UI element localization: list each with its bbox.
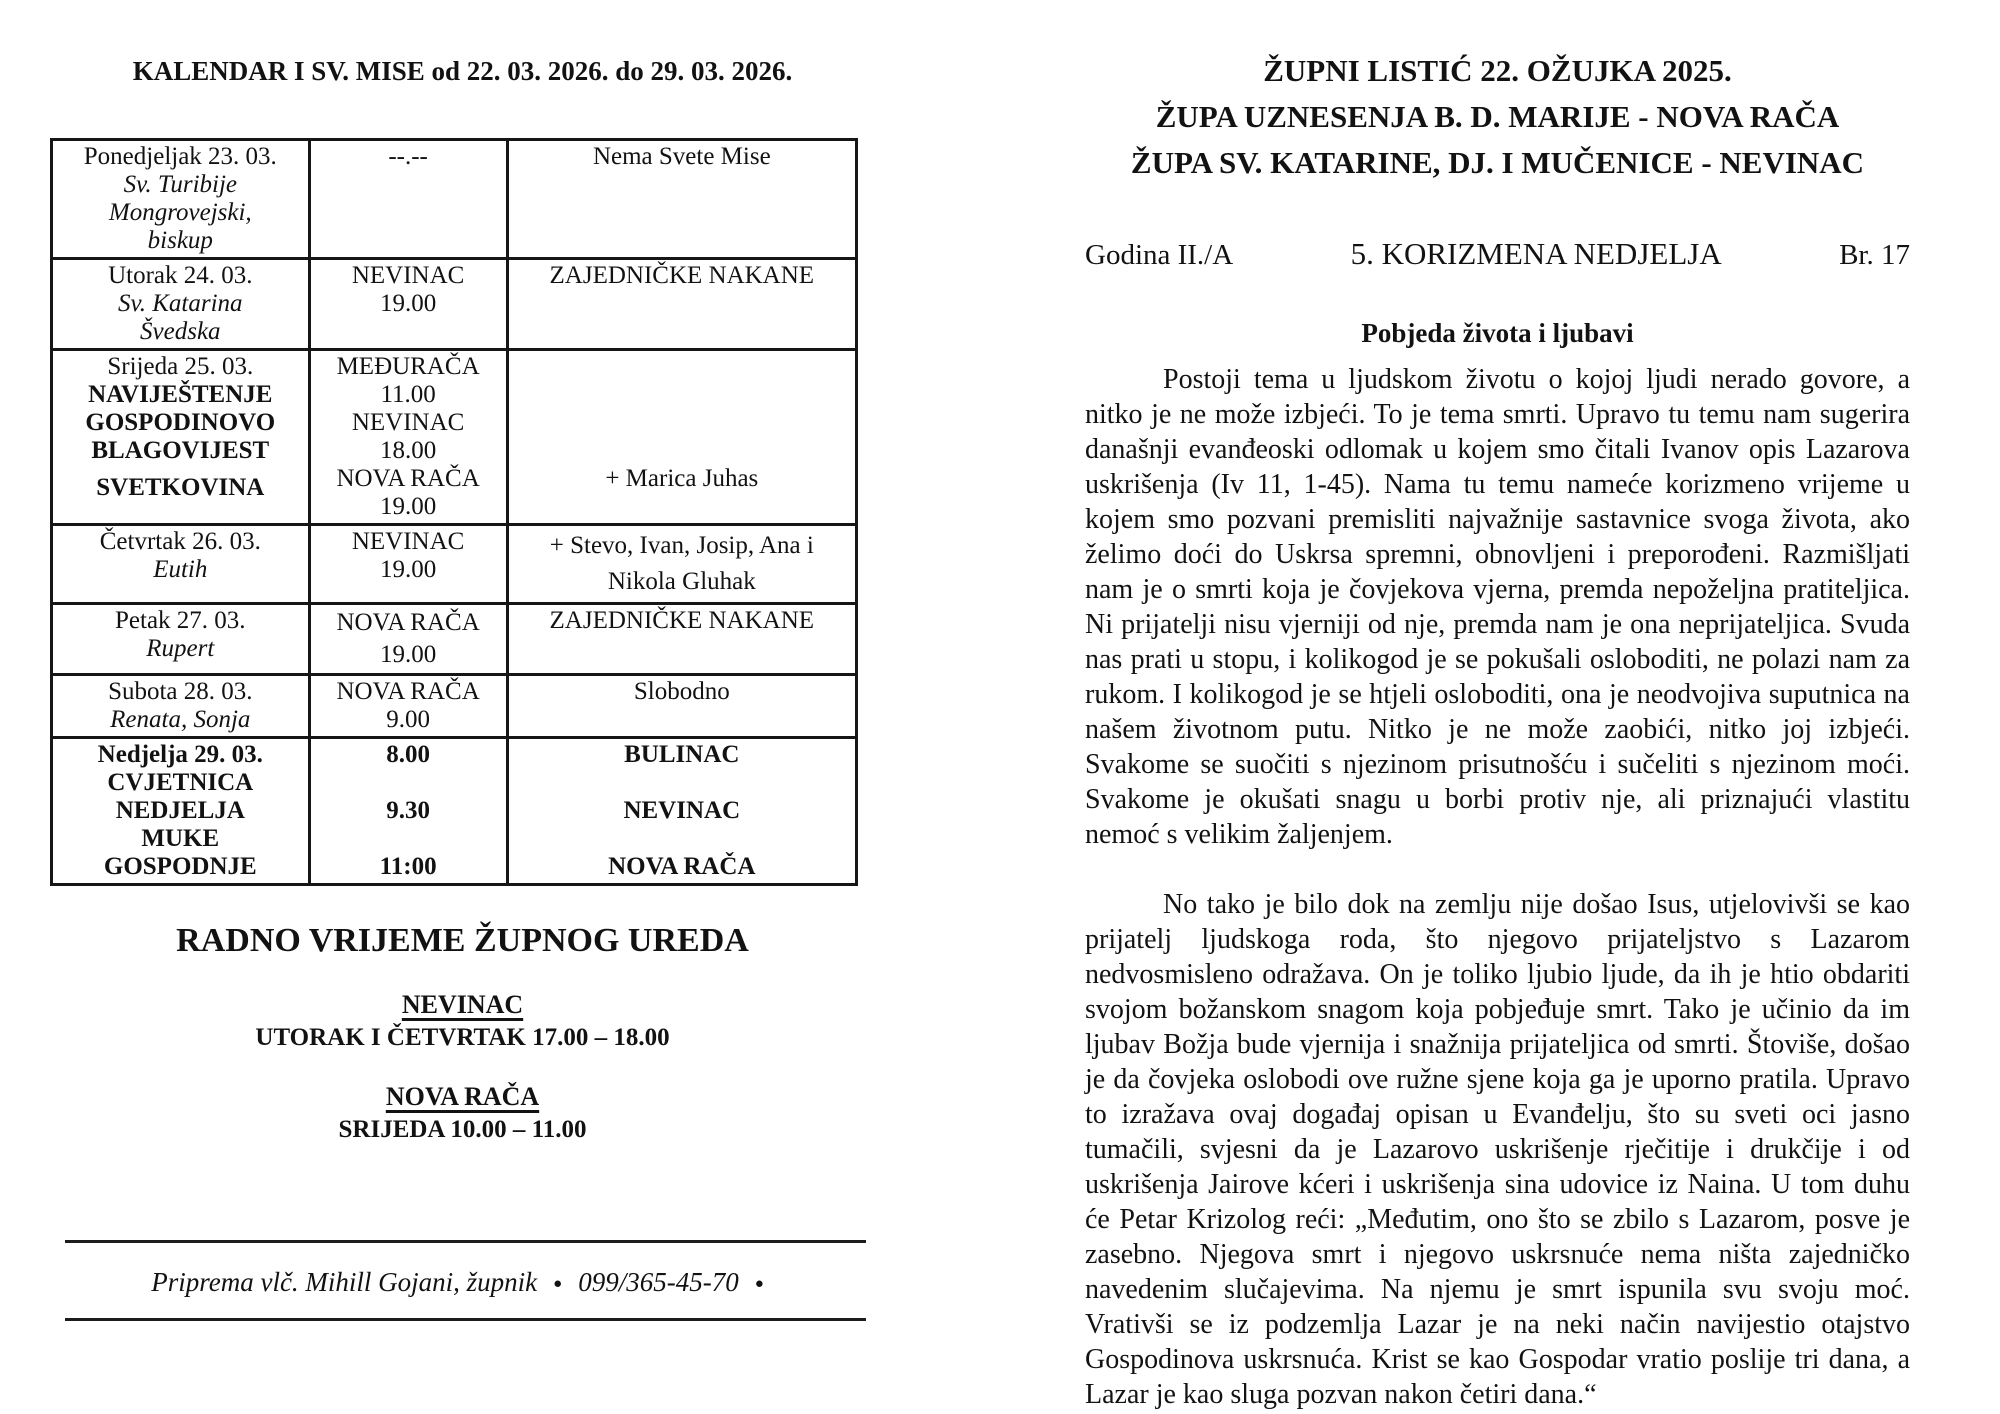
schedule-cell	[52, 350, 310, 525]
cell-line	[513, 437, 851, 465]
schedule-cell	[309, 140, 507, 259]
cell-line: Rupert	[146, 635, 215, 662]
cell-line: --.--	[388, 143, 428, 170]
cell-line: ZAJEDNIČKE NAKANE	[549, 607, 815, 634]
footer-phone: 099/365-45-70	[578, 1267, 739, 1297]
cell-line: Petak 27. 03.	[115, 607, 246, 634]
cell-line: MEĐURAČA	[336, 353, 480, 380]
schedule-cell	[507, 140, 856, 259]
cell-line: NEVINAC	[623, 797, 741, 824]
cell-line: GOSPODINOVO	[85, 409, 276, 436]
cell-line: 19.00	[379, 493, 437, 520]
cell-line: Mongrovejski,	[108, 199, 252, 226]
sunday-title: 5. KORIZMENA NEDJELJA	[1350, 236, 1722, 271]
article-paragraph-2: No tako je bilo dok na zemlju nije došao Isus, utjelovivši se kao prijatelj ljudskoga roda, što njegovo prijateljstvo s Lazarom nedvosmisleno odražava. On je toliko ljubio ljude, da ih je htio obdariti svojom božanskom snagom koja pobjeđuje smrt. Tako je učinio da im ljubav Božja bude vjernija i snažnija prijateljica od smrti. Štoviše, došao je da čovjeka oslobodi ove ružne sjene koja ga je uporno pratila. Upravo to izražava ovaj događaj opisan u Evanđelju, što su sveti oci jasno tumačili, svjesni da je Lazarovo uskrišenje rječitije i drukčije i od uskrišenja Jairove kćeri i uskrišenja sina udovice iz Naina. U tom duhu će Petar Krizolog reći: „Međutim, ono što se zbilo s Lazarom, posve je zasebno. Njegova smrt i njegovo uskrsnuće nema ništa zajedničko navedenim slučajevima. Na njemu je smrt ispunila svu svoju moć. Vrativši se iz podzemlja Lazar je na neki način navijestio otajstvo Gospodinova uskrsnuća. Krist se kao Gospodar vratio poslije tri dana, a Lazar je kao sluga pozvan nakon četiri dana.“	[1085, 889, 1910, 1410]
schedule-cell	[309, 604, 507, 675]
office-place-nevinac: NEVINAC	[401, 990, 524, 1019]
office-time-nova-raca: SRIJEDA 10.00 – 11.00	[338, 1116, 587, 1143]
cell-line: CVJETNICA	[107, 769, 254, 796]
schedule-row	[52, 525, 857, 604]
cell-line	[315, 769, 502, 797]
cell-line: Utorak 24. 03.	[108, 262, 253, 289]
schedule-cell	[507, 675, 856, 738]
masthead-line-1: ŽUPNI LISTIĆ 22. OŽUJKA 2025.	[1263, 53, 1732, 88]
cell-line: BLAGOVIJEST	[91, 437, 270, 464]
cell-line: 19.00	[379, 556, 437, 583]
schedule-cell	[52, 525, 310, 604]
masthead	[1085, 48, 1910, 186]
office-place-nova-raca: NOVA RAČA	[385, 1082, 540, 1111]
office-time-nevinac: UTORAK I ČETVRTAK 17.00 – 18.00	[255, 1024, 670, 1051]
cell-line: NOVA RAČA	[336, 609, 480, 636]
cell-line: 11:00	[379, 853, 437, 880]
schedule-cell	[507, 259, 856, 350]
schedule-cell	[309, 738, 507, 885]
cell-line: 19.00	[379, 641, 437, 668]
cell-line: NEVINAC	[351, 409, 465, 436]
cell-line	[513, 409, 851, 437]
article-heading: Pobjeda života i ljubavi	[1361, 318, 1634, 348]
cell-line	[513, 769, 851, 797]
cell-line: 8.00	[386, 741, 430, 768]
cell-line: NEVINAC	[351, 528, 465, 555]
cell-line: + Stevo, Ivan, Josip, Ana i	[549, 532, 814, 559]
cell-line: + Marica Juhas	[605, 465, 759, 492]
issue-number: Br. 17	[1839, 239, 1910, 271]
article-body	[1085, 362, 1910, 1414]
cell-line: NEDJELJA	[115, 797, 245, 824]
issue-meta-row	[1085, 236, 1910, 272]
cell-line: NOVA RAČA	[608, 853, 756, 880]
cell-line: Švedska	[140, 318, 221, 345]
cell-line: NEVINAC	[351, 262, 465, 289]
cell-line: biskup	[147, 227, 213, 254]
cell-line: 9.30	[386, 797, 430, 824]
cell-line: Nikola Gluhak	[607, 568, 756, 595]
schedule-cell	[52, 140, 310, 259]
footer-prepared-by: Priprema vlč. Mihill Gojani, župnik	[151, 1267, 538, 1297]
left-page	[40, 0, 885, 1414]
cell-line: 11.00	[380, 381, 436, 408]
cell-line: NAVIJEŠTENJE	[88, 381, 273, 408]
schedule-cell	[309, 675, 507, 738]
masthead-line-2: ŽUPA UZNESENJA B. D. MARIJE - NOVA RAČA	[1155, 99, 1840, 134]
schedule-row	[52, 604, 857, 675]
schedule-cell	[309, 350, 507, 525]
cell-line: Sv. Turibije	[123, 171, 238, 198]
cell-line: Slobodno	[633, 678, 730, 705]
cell-line: ZAJEDNIČKE NAKANE	[549, 262, 815, 289]
schedule-cell	[507, 604, 856, 675]
office-hours-block-nevinac	[40, 990, 885, 1052]
cell-line	[513, 825, 851, 853]
schedule-cell	[309, 525, 507, 604]
schedule-row	[52, 675, 857, 738]
footer-rule-top	[65, 1240, 866, 1243]
bullet-icon: ●	[553, 1276, 563, 1292]
schedule-cell	[507, 350, 856, 525]
footer-text	[65, 1267, 866, 1298]
schedule-row	[52, 259, 857, 350]
cell-line: 18.00	[379, 437, 437, 464]
schedule-row	[52, 140, 857, 259]
cell-line: Renata, Sonja	[110, 706, 251, 733]
office-hours-section	[40, 922, 885, 1144]
cell-line: BULINAC	[624, 741, 740, 768]
office-hours-block-nova-raca	[40, 1082, 885, 1144]
schedule-cell	[507, 738, 856, 885]
schedule-row	[52, 738, 857, 885]
bullet-icon: ●	[754, 1276, 764, 1292]
cell-line: Ponedjeljak 23. 03.	[83, 143, 277, 170]
schedule-cell	[52, 259, 310, 350]
cell-line	[315, 825, 502, 853]
office-hours-title: RADNO VRIJEME ŽUPNOG UREDA	[176, 922, 749, 959]
cell-line: MUKE	[141, 825, 220, 852]
masthead-line-3: ŽUPA SV. KATARINE, DJ. I MUČENICE - NEVINAC	[1130, 145, 1865, 180]
mass-schedule-table	[50, 138, 858, 886]
calendar-title: KALENDAR I SV. MISE od 22. 03. 2026. do 29. 03. 2026.	[132, 56, 793, 86]
cell-line: Srijeda 25. 03.	[107, 353, 254, 380]
footer-rule-bottom	[65, 1318, 866, 1321]
footer	[65, 1240, 866, 1321]
cell-line: NOVA RAČA	[336, 678, 480, 705]
cell-line: GOSPODNJE	[103, 853, 257, 880]
schedule-cell	[309, 259, 507, 350]
schedule-row	[52, 350, 857, 525]
cell-line	[513, 353, 851, 381]
cell-line: Sv. Katarina	[118, 290, 243, 317]
schedule-cell	[507, 525, 856, 604]
cell-line: NOVA RAČA	[336, 465, 480, 492]
cell-line: 9.00	[386, 706, 430, 733]
cell-line: Eutih	[153, 556, 208, 583]
cell-line: 19.00	[379, 290, 437, 317]
schedule-cell	[52, 604, 310, 675]
schedule-cell	[52, 675, 310, 738]
year-cycle: Godina II./A	[1085, 239, 1234, 271]
cell-line: Četvrtak 26. 03.	[99, 528, 261, 555]
cell-line: SVETKOVINA	[96, 474, 265, 501]
cell-line: Nedjelja 29. 03.	[97, 741, 263, 768]
cell-line: Subota 28. 03.	[108, 678, 253, 705]
right-page	[1085, 0, 1910, 1414]
schedule-cell	[52, 738, 310, 885]
article-paragraph-1: Postoji tema u ljudskom životu o kojoj ljudi nerado govore, a nitko je ne može izbjeći. To je tema smrti. Upravo tu temu nam sugerira današnji evanđeoski odlomak u kojem smo čitali Ivanov opis Lazarova uskrišenja (Iv 11, 1-45). Nama tu temu nameće korizmeno vrijeme u kojem smo pozvani premisliti najvažnije sastavnice svoga života, ako želimo doći do Uskrsa spremni, obnovljeni i preporođeni. Razmišljati nam je o smrti koja je čovjekova vjerna, premda nepoželjna pratiteljica. Ni prijatelji nisu vjerniji od nje, premda nam je ona neprijateljica. Svuda nas prati u stopu, i kolikogod je se pokušali osloboditi, ne polazi nam za rukom. I kolikogod je se htjeli osloboditi, ona je neodvojiva suputnica na našem životnom putu. Nitko je ne može zaobići, nitko joj izbjeći. Svakome se suočiti s njezinom prisutnošću i sučeliti s njezinom moći. Svakome je okušati snagu u borbi protiv nje, ali priznajući vlastitu nemoć s velikim žaljenjem.	[1085, 364, 1910, 850]
cell-line	[513, 381, 851, 409]
cell-line: Nema Svete Mise	[592, 143, 771, 170]
